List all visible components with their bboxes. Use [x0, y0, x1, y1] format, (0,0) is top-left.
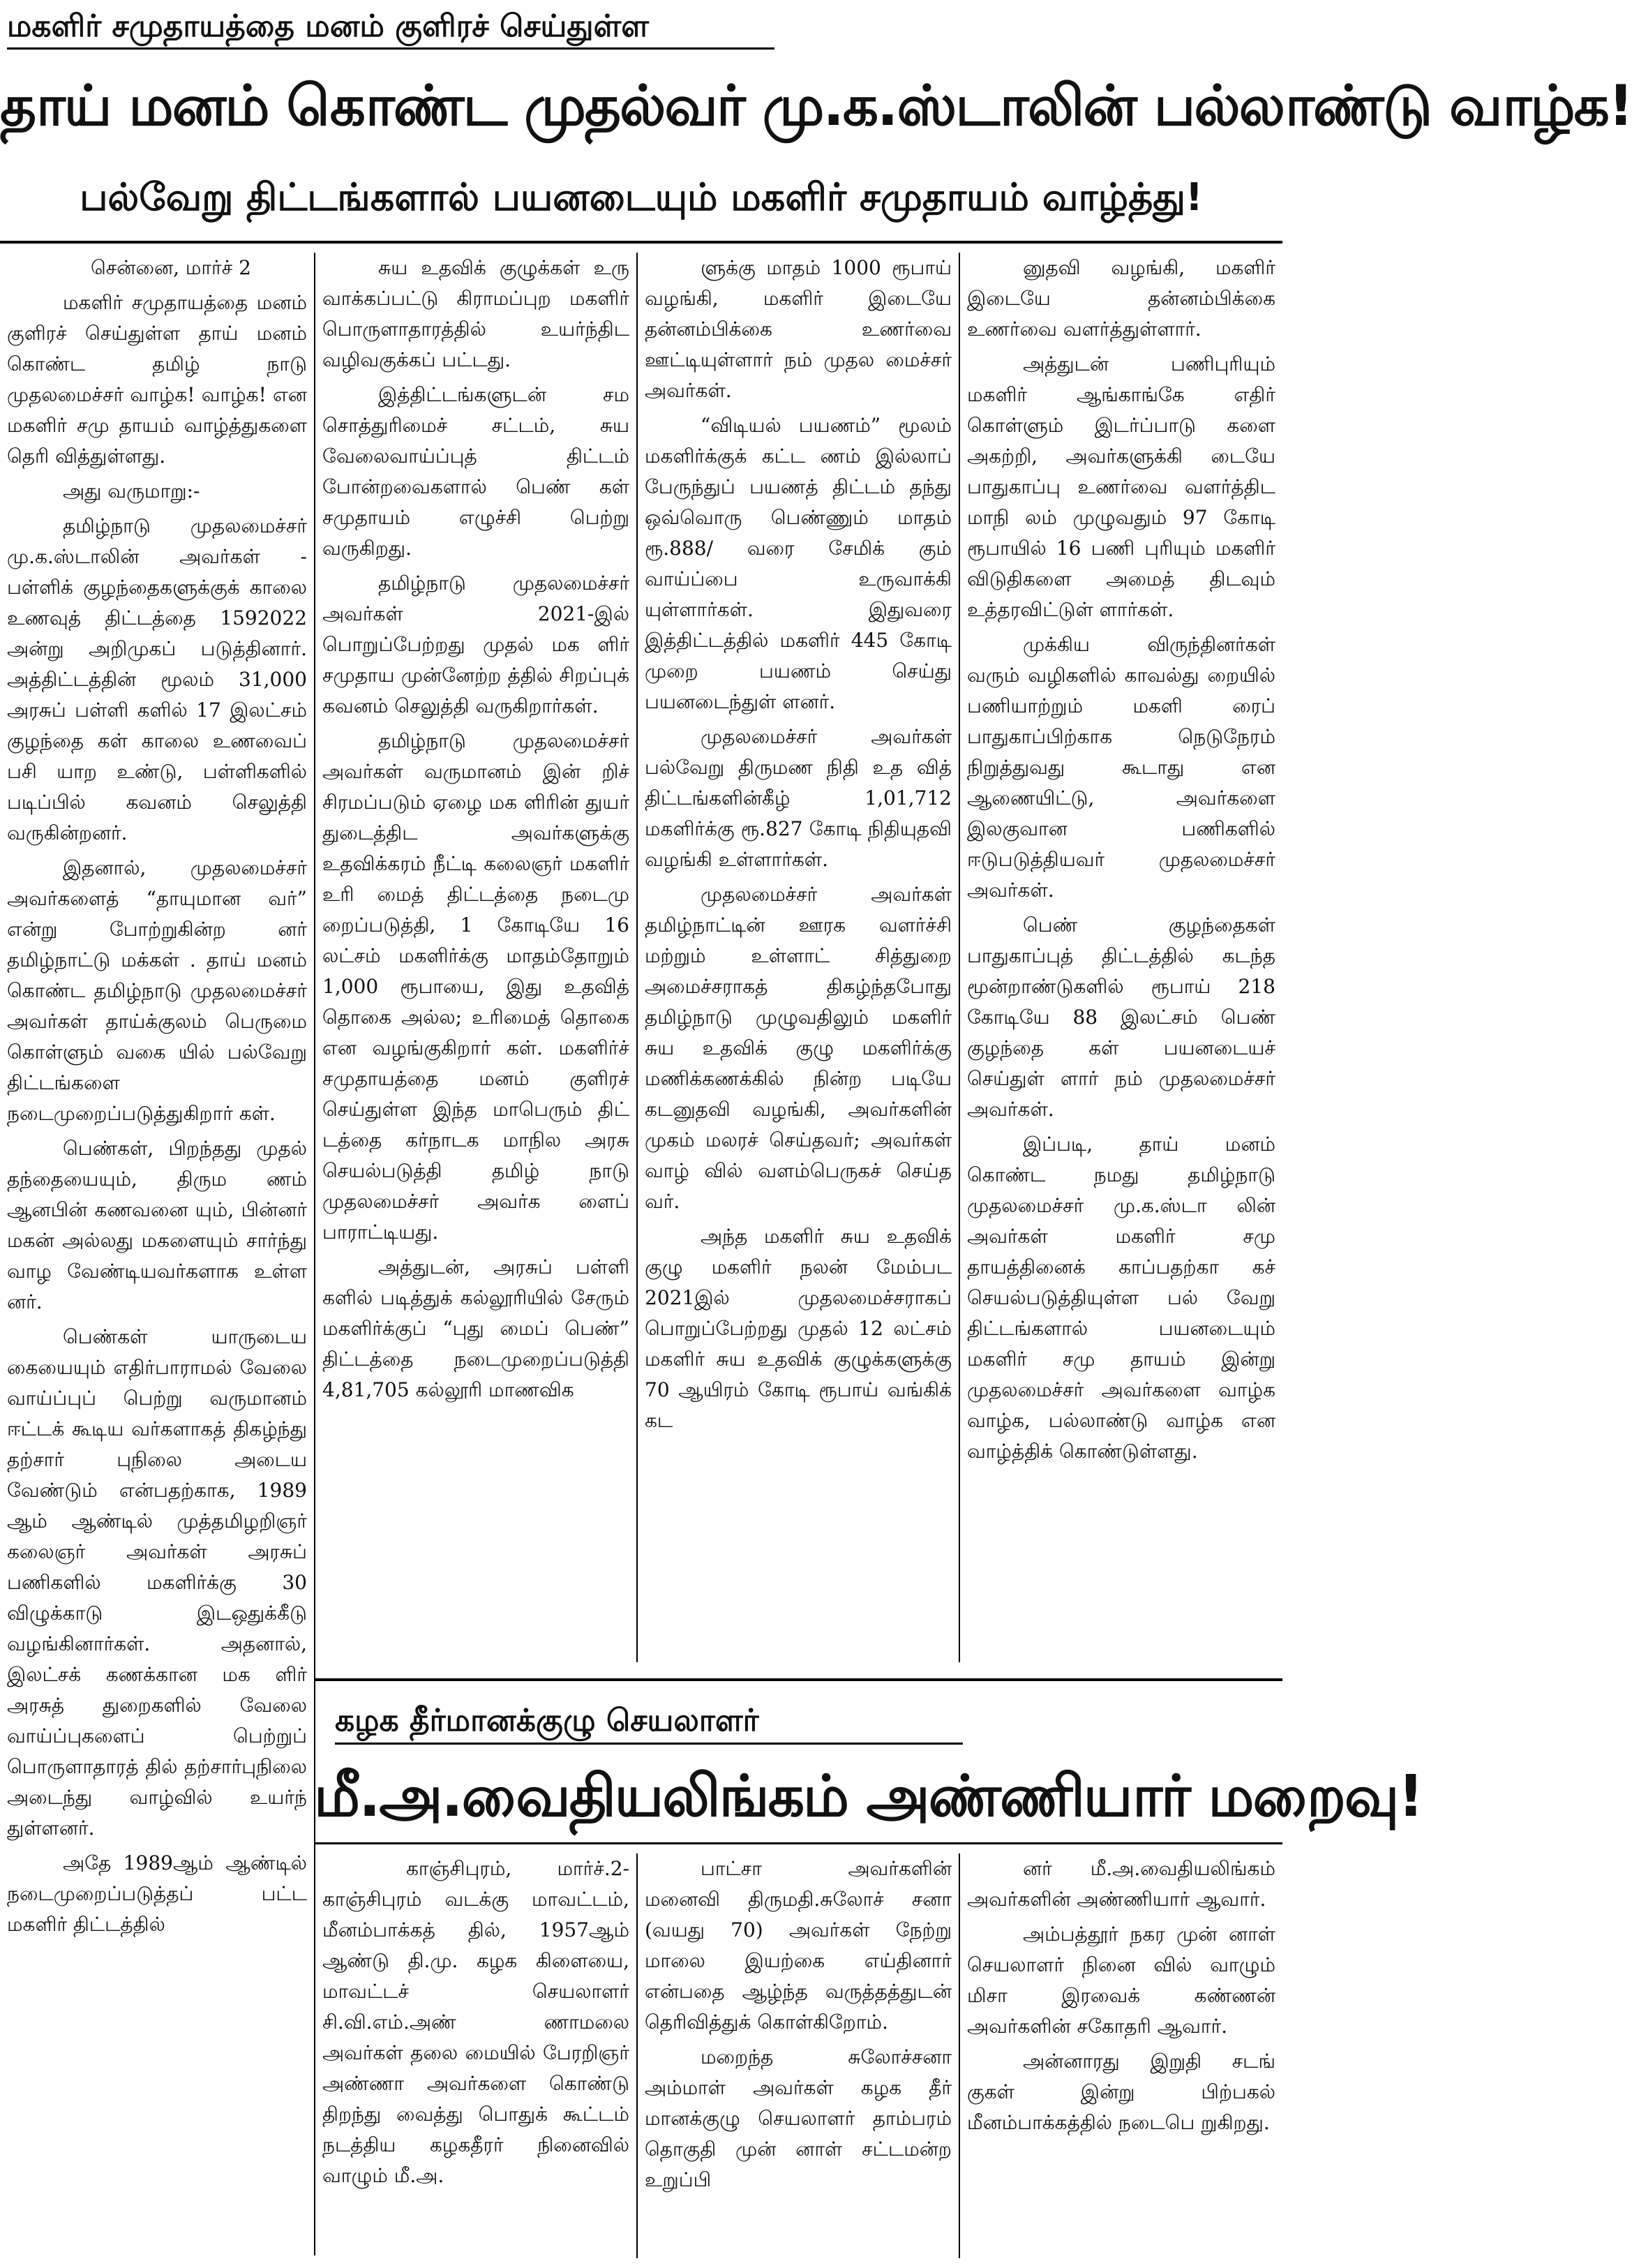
article1-kicker: மகளிர் சமுதாயத்தை மனம் குளிரச் செய்துள்ள — [7, 6, 774, 50]
column-rule — [959, 253, 960, 1662]
article1-col-1 — [7, 253, 307, 2255]
column-rule — [636, 1853, 638, 2258]
paragraph: அதே 1989ஆம் ஆண்டில் நடைமுறைப்படுத்தப் பட்ட மகளிர் திட்டத்தில் — [7, 1851, 307, 1936]
paragraph: மகளிர் சமுதாயத்தை மனம் குளிரச் செய்துள்ள தாய் மனம் கொண்ட தமிழ் நாடு முதலமைச்சர் வாழ்க! வாழ்க! என மகளிர் சமு தாயம் வாழ்த்துகளை தெரி வித்துள்ளது. — [7, 291, 307, 468]
paragraph: அந்த மகளிர் சுய உதவிக் குழு மகளிர் நலன் மேம்பட 2021இல் முதலமைச்சராகப் பொறுப்பேற்றது முதல் 12 லட்சம் மகளிர் சுய உதவிக் குழுக்களுக்கு 70 ஆயிரம் கோடி ரூபாய் வங்கிக் கட — [645, 1225, 952, 1432]
paragraph: பெண்கள், பிறந்தது முதல் தந்தையையும், திரும ணம் ஆனபின் கணவனை யும், பின்னர் மகன் அல்லது மகளையும் சார்ந்து வாழ வேண்டியவர்களாக உள்ள னர். — [7, 1137, 307, 1313]
paragraph: காஞ்சிபுரம், மார்ச்.2- காஞ்சிபுரம் வடக்கு மாவட்டம், மீனம்பாக்கத் தில், 1957ஆம் ஆண்டு தி.மு. கழக கிளையை, மாவட்டச் செயலாளர் சி.வி.எம்.அண் ணாமலை அவர்கள் தலை மையில் பேரறிஞர் அண்ணா அவர்களை கொண்டு திறந்து வைத்து பொதுக் கூட்டம் நடத்திய கழகதீரர் நினைவில் வாழும் மீ.அ. — [322, 1857, 629, 2187]
paragraph: அத்துடன் பணிபுரியும் மகளிர் ஆங்காங்கே எதிர் கொள்ளும் இடர்ப்பாடு களை அகற்றி, அவர்களுக்கி டையே பாதுகாப்பு உணர்வை வளர்த்திட மாநி லம் முழுவதும் 97 கோடி ரூபாயில் 16 பணி புரியும் மகளிர் விடுதிகளை அமைத் திடவும் உத்தரவிட்டுள் ளார்கள். — [967, 352, 1275, 621]
header-rule — [0, 241, 1282, 244]
column-rule — [636, 253, 638, 1662]
paragraph: சுய உதவிக் குழுக்கள் உரு வாக்கப்பட்டு கிராமப்புற மகளிர் பொருளாதாரத்தில் உயர்ந்திட வழிவகுக்கப் பட்டது. — [322, 256, 629, 371]
paragraph: முக்கிய விருந்தினர்கள் வரும் வழிகளில் காவல்து றையில் பணியாற்றும் மகளி ரைப் பாதுகாப்பிற்காக நெடுநேரம் நிறுத்துவது கூடாது என ஆணையிட்டு, அவர்களை இலகுவான பணிகளில் ஈடுபடுத்தியவர் முதலமைச்சர் அவர்கள். — [967, 633, 1275, 902]
paragraph: அது வருமாறு:- — [63, 479, 200, 502]
article2-head-rule — [314, 1842, 1282, 1844]
paragraph: அன்னாரது இறுதி சடங் குகள் இன்று பிற்பகல் மீனம்பாக்கத்தில் நடைபெ றுகிறது. — [967, 2050, 1275, 2134]
article2-col-1 — [322, 1853, 629, 2258]
article1-col-3 — [645, 253, 952, 1662]
article2-headline: மீ.அ.வைதியலிங்கம் அண்ணியார் மறைவு! — [314, 1763, 1423, 1830]
paragraph: அத்துடன், அரசுப் பள்ளி களில் படித்துக் கல்லூரியில் சேரும் மகளிர்க்குப் “புது மைப் பெண்” திட்டத்தை நடைமுறைப்படுத்தி 4,81,705 கல்லூரி மாணவிக — [322, 1255, 629, 1401]
column-rule — [959, 1853, 960, 2258]
paragraph: இத்திட்டங்களுடன் சம சொத்துரிமைச் சட்டம், சுய வேலைவாய்ப்புத் திட்டம் போன்றவைகளால் பெண் கள் சமுதாயம் எழுச்சி பெற்று வருகிறது. — [322, 383, 629, 560]
paragraph: முதலமைச்சர் அவர்கள் பல்வேறு திருமண நிதி உத வித் திட்டங்களின்கீழ் 1,01,712 மகளிர்க்கு ரூ.827 கோடி நிதியுதவி வழங்கி உள்ளார்கள். — [645, 725, 952, 871]
article2-col-3 — [967, 1853, 1275, 2258]
paragraph: முதலமைச்சர் அவர்கள் தமிழ்நாட்டின் ஊரக வளர்ச்சி மற்றும் உள்ளாட் சித்துறை அமைச்சராகத் திகழ்ந்தபோது தமிழ்நாடு முழுவதிலும் மகளிர் சுய உதவிக் குழு மகளிர்க்கு மணிக்கணக்கில் நின்ற படியே கடனுதவி வழங்கி, அவர்களின் முகம் மலரச் செய்தவர்; அவர்கள் வாழ் வில் வளம்பெருகச் செய்த வர். — [645, 883, 952, 1213]
article1-col-4 — [967, 253, 1275, 1662]
paragraph: அம்பத்தூர் நகர முன் னாள் செயலாளர் நினை வில் வாழும் மிசா இரவைக் கண்ணன் அவர்களின் சகோதரி ஆவார். — [967, 1923, 1275, 2038]
paragraph: னுதவி வழங்கி, மகளிர் இடையே தன்னம்பிக்கை உணர்வை வளர்த்துள்ளார். — [967, 256, 1275, 341]
article1-col-2 — [322, 253, 629, 1662]
paragraph: சென்னை, மார்ச் 2 — [91, 256, 251, 279]
paragraph: “விடியல் பயணம்” மூலம் மகளிர்க்குக் கட்ட ணம் இல்லாப் பேருந்துப் பயணத் திட்டம் தந்து ஒவ்வொரு பெண்ணும் மாதம் ரூ.888/ வரை சேமிக் கும் வாய்ப்பை உருவாக்கி யுள்ளார்கள். இதுவரை இத்திட்டத்தில் மகளிர் 445 கோடி முறை பயணம் செய்து பயனடைந்துள் ளனர். — [645, 414, 952, 713]
paragraph: இப்படி, தாய் மனம் கொண்ட நமது தமிழ்நாடு முதலமைச்சர் மு.க.ஸ்டா லின் அவர்கள் மகளிர் சமு தாயத்தினைக் காப்பதற்கா கச் செயல்படுத்தியுள்ள பல் வேறு திட்டங்களால் பயனடையும் மகளிர் சமு தாயம் இன்று முதலமைச்சர் அவர்களை வாழ்க வாழ்க, பல்லாண்டு வாழ்க என வாழ்த்திக் கொண்டுள்ளது. — [967, 1133, 1275, 1463]
paragraph: தமிழ்நாடு முதலமைச்சர் அவர்கள் வருமானம் இன் றிச் சிரமப்படும் ஏழை மக ளிரின் துயர் துடைத்திட அவர்களுக்கு உதவிக்கரம் நீட்டி கலைஞர் மகளிர் உரி மைத் திட்டத்தை நடைமு றைப்படுத்தி, 1 கோடியே 16 லட்சம் மகளிர்க்கு மாதம்தோறும் 1,000 ரூபாயை, இது உதவித் தொகை அல்ல; உரிமைத் தொகை என வழங்குகிறார் கள். மகளிர்ச் சமுதாயத்தை மனம் குளிரச் செய்துள்ள இந்த மாபெரும் திட் டத்தை கர்நாடக மாநில அரசு செயல்படுத்தி தமிழ் நாடு முதலமைச்சர் அவர்க ளைப் பாராட்டியது. — [322, 729, 629, 1244]
paragraph: பெண் குழந்தைகள் பாதுகாப்புத் திட்டத்தில் கடந்த மூன்றாண்டுகளில் ரூபாய் 218 கோடியே 88 இலட்சம் பெண் குழந்தை கள் பயனடையச் செய்துள் ளார் நம் முதலமைச்சர் அவர்கள். — [967, 913, 1275, 1121]
article2-kicker: கழக தீர்மானக்குழு செயலாளர் — [335, 1699, 963, 1745]
paragraph: தமிழ்நாடு முதலமைச்சர் அவர்கள் 2021-இல் பொறுப்பேற்றது முதல் மக ளிர் சமுதாய முன்னேற்ற த்தில் சிறப்புக் கவனம் செலுத்தி வருகிறார்கள். — [322, 572, 629, 717]
article2-top-rule — [314, 1678, 1282, 1681]
paragraph: னர் மீ.அ.வைதியலிங்கம் அவர்களின் அண்ணியார் ஆவார். — [967, 1857, 1275, 1911]
paragraph: மறைந்த சுலோச்சனா அம்மாள் அவர்கள் கழக தீர் மானக்குழு செயலாளர் தாம்பரம் தொகுதி முன் னாள் சட்டமன்ற உறுப்பி — [645, 2045, 952, 2191]
paragraph: ளுக்கு மாதம் 1000 ரூபாய் வழங்கி, மகளிர் இடையே தன்னம்பிக்கை உணர்வை ஊட்டியுள்ளார் நம் முதல மைச்சர் அவர்கள். — [645, 256, 952, 402]
article1-headline: தாய் மனம் கொண்ட முதல்வர் மு.க.ஸ்டாலின் பல்லாண்டு வாழ்க! — [0, 73, 1632, 138]
article2-col-2 — [645, 1853, 952, 2258]
paragraph: பாட்சா அவர்களின் மனைவி திருமதி.சுலோச் சனா (வயது 70) அவர்கள் நேற்று மாலை இயற்கை எய்தினார் என்பதை ஆழ்ந்த வருத்தத்துடன் தெரிவித்துக் கொள்கிறோம். — [645, 1857, 952, 2034]
column-rule — [314, 253, 315, 2255]
paragraph: பெண்கள் யாருடைய கையையும் எதிர்பாராமல் வேலை வாய்ப்புப் பெற்று வருமானம் ஈட்டக் கூடிய வர்களாகத் திகழ்ந்து தற்சார் புநிலை அடைய வேண்டும் என்பதற்காக, 1989 ஆம் ஆண்டில் முத்தமிழறிஞர் கலைஞர் அவர்கள் அரசுப் பணிகளில் மகளிர்க்கு 30 விழுக்காடு இடஒதுக்கீடு வழங்கினார்கள். அதனால், இலட்சக் கணக்கான மக ளிர் அரசுத் துறைகளில் வேலை வாய்ப்புகளைப் பெற்றுப் பொருளாதாரத் தில் தற்சார்புநிலை அடைந்து வாழ்வில் உயர்ந் துள்ளனர். — [7, 1325, 307, 1840]
article1-subhead: பல்வேறு திட்டங்களால் பயனடையும் மகளிர் சமுதாயம் வாழ்த்து! — [80, 175, 1203, 219]
paragraph: தமிழ்நாடு முதலமைச்சர் மு.க.ஸ்டாலின் அவர்கள் - பள்ளிக் குழந்தைகளுக்குக் காலை உணவுத் திட்டத்தை 1592022 அன்று அறிமுகப் படுத்தினார். அத்திட்டத்தின் மூலம் 31,000 அரசுப் பள்ளி களில் 17 இலட்சம் குழந்தை கள் காலை உணவைப் பசி யாற உண்டு, பள்ளிகளில் படிப்பில் கவனம் செலுத்தி வருகின்றனர். — [7, 514, 307, 844]
paragraph: இதனால், முதலமைச்சர் அவர்களைத் “தாயுமான வர்” என்று போற்றுகின்ற னர் தமிழ்நாட்டு மக்கள் . தாய் மனம் கொண்ட தமிழ்நாடு முதலமைச்சர் அவர்கள் தாய்க்குலம் பெருமை கொள்ளும் வகை யில் பல்வேறு திட்டங்களை நடைமுறைப்படுத்துகிறார் கள். — [7, 856, 307, 1125]
